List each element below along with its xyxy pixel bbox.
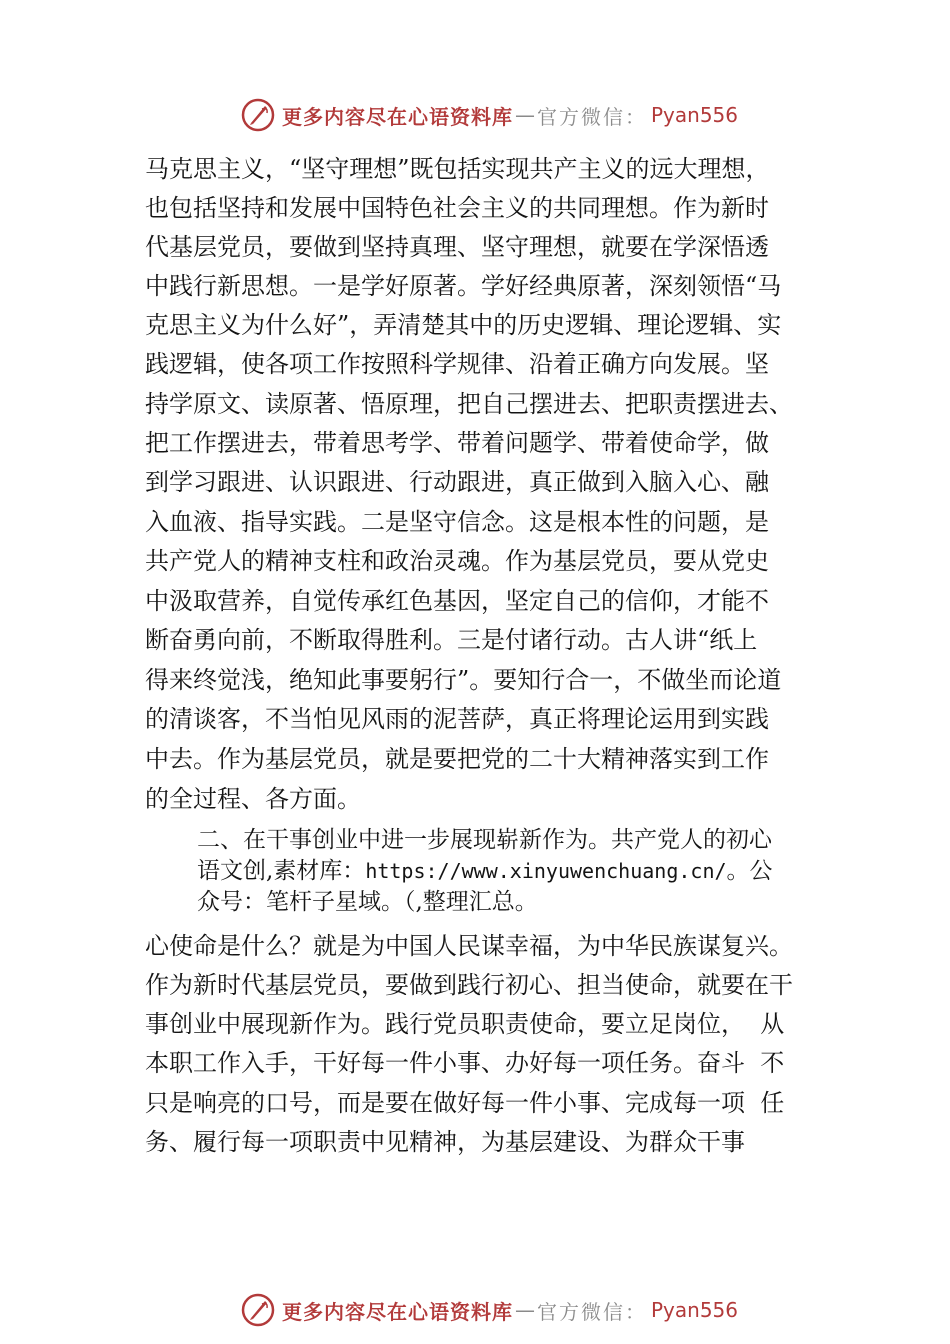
text-line: 得来终觉浅，绝知此事要躬行”。要知行合一，不做坐而论道: [145, 666, 782, 694]
text-line: 到学习跟进、认识跟进、行动跟进，真正做到入脑入心、融: [145, 468, 769, 496]
banner-main-text: 更多内容尽在心语资料库: [282, 1299, 513, 1324]
text-line: 把工作摆进去，带着思考学、带着问题学、带着使命学，做: [145, 429, 769, 457]
header-banner: [240, 95, 738, 135]
text-line: 共产党人的精神支柱和政治灵魂。作为基层党员，要从党史: [145, 547, 769, 575]
text-line: 作为新时代基层党员，要做到践行初心、担当使命，就要在干: [145, 971, 793, 999]
quill-logo-icon: [240, 97, 276, 133]
text-line: 事创业中展现新作为。践行党员职责使命，要立足岗位， 从: [145, 1010, 785, 1038]
source-note-line: 众号：笔杆子星域。（,整理汇总。: [197, 889, 538, 915]
text-line: 克思主义为什么好”，弄清楚其中的历史逻辑、理论逻辑、实: [145, 311, 782, 339]
text-line: 践逻辑，使各项工作按照科学规律、沿着正确方向发展。坚: [145, 350, 769, 378]
footer-banner: [240, 1290, 738, 1330]
text-line: 持学原文、读原著、悟原理，把自己摆进去、把职责摆进去、: [145, 390, 793, 418]
section-heading: 二、在干事创业中进一步展现崭新作为。共产党人的初心: [197, 827, 772, 853]
text-line: 代基层党员，要做到坚持真理、坚守理想，就要在学深悟透: [145, 233, 769, 261]
text-line: 本职工作入手，干好每一件小事、办好每一项任务。奋斗 不: [145, 1049, 785, 1077]
text-line: 也包括坚持和发展中国特色社会主义的共同理想。作为新时: [145, 194, 769, 222]
quill-logo-icon: [240, 1292, 276, 1328]
text-line: 的清谈客，不当怕见风雨的泥菩萨，真正将理论运用到实践: [145, 705, 769, 733]
text-line: 入血液、指导实践。二是坚守信念。这是根本性的问题，是: [145, 508, 769, 536]
banner-main-text: 更多内容尽在心语资料库: [282, 104, 513, 129]
source-note-label: 语文创,素材库：: [197, 858, 366, 884]
text-line: 中践行新思想。一是学好原著。学好经典原著，深刻领悟“马: [145, 272, 782, 300]
banner-label: 官方微信：: [537, 1299, 647, 1324]
banner-label: 官方微信：: [537, 104, 647, 129]
text-line: 中汲取营养，自觉传承红色基因，坚定自己的信仰，才能不: [145, 587, 769, 615]
banner-wechat-id: Pyan556: [651, 103, 739, 127]
text-line: 心使命是什么？就是为中国人民谋幸福，为中华民族谋复兴。: [145, 932, 793, 960]
text-line: 中去。作为基层党员，就是要把党的二十大精神落实到工作: [145, 745, 769, 773]
source-note-tail: 。公: [726, 858, 773, 884]
banner-wechat-id: Pyan556: [651, 1298, 739, 1322]
banner-dash: —: [515, 1298, 535, 1322]
text-line: 断奋勇向前，不断取得胜利。三是付诸行动。古人讲“纸上: [145, 626, 758, 654]
text-line: 马克思主义，“坚守理想”既包括实现共产主义的远大理想，: [145, 155, 770, 183]
text-line: 只是响亮的口号，而是要在做好每一件小事、完成每一项 任: [145, 1089, 785, 1117]
source-note-line: [197, 855, 773, 887]
text-line: 务、履行每一项职责中见精神，为基层建设、为群众干事: [145, 1128, 745, 1156]
text-line: 的全过程、各方面。: [145, 785, 361, 813]
banner-dash: —: [515, 103, 535, 127]
source-url-link[interactable]: https://www.xinyuwenchuang.cn/: [365, 859, 727, 883]
